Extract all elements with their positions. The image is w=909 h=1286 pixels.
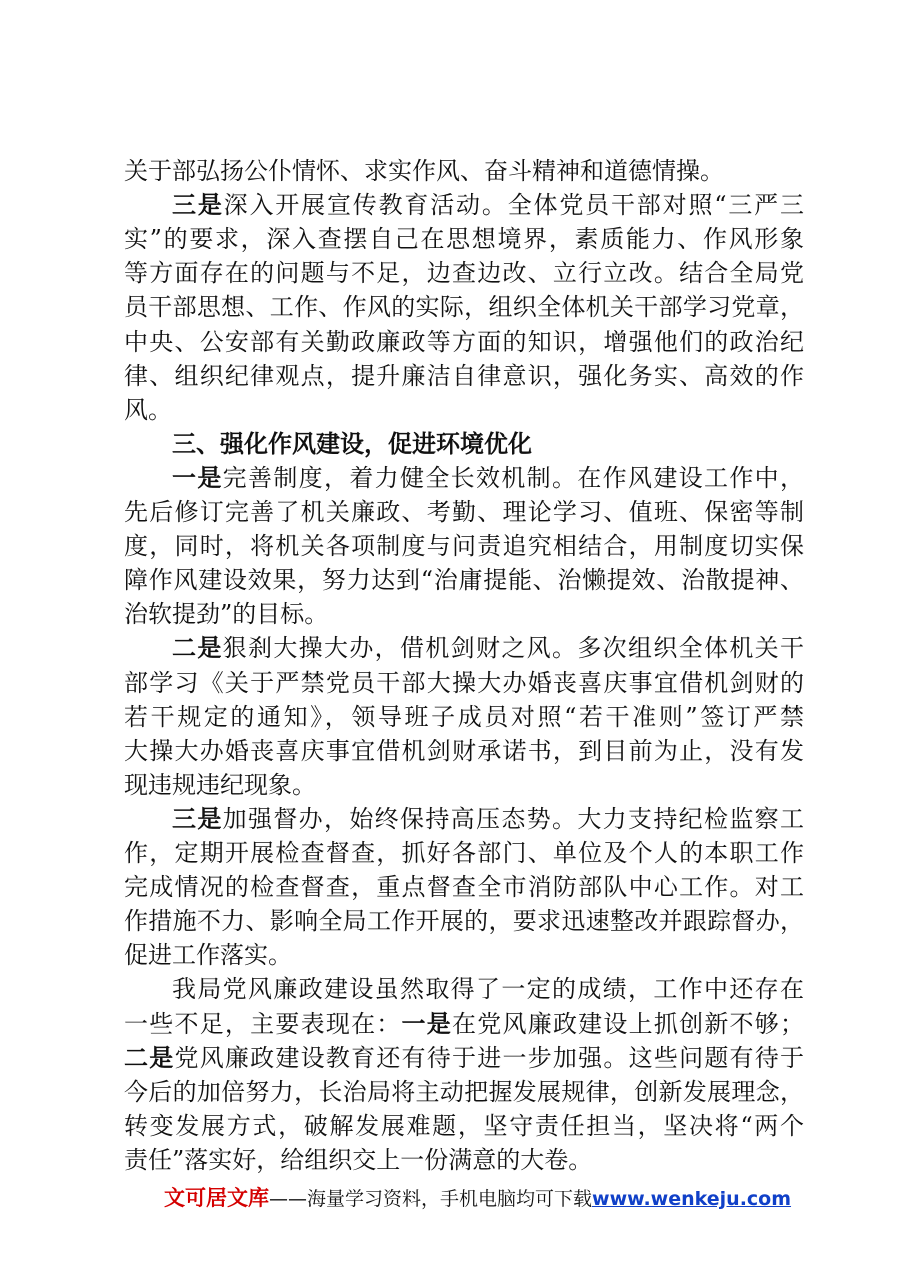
line-text: 关于部弘扬公仆情怀、求实作风、奋斗精神和道德情操。 <box>124 157 724 185</box>
line-text: 完成情况的检查督查，重点督查全市消防部队中心工作。对工 <box>124 873 804 902</box>
text-line <box>124 1075 804 1109</box>
text-line <box>124 938 804 972</box>
line-text: 狠刹大操大办，借机剑财之风。多次组织全体机关干 <box>222 634 805 663</box>
text-line <box>124 1109 804 1143</box>
line-text: 完善制度，着力健全长效机制。在作风建设工作中， <box>222 463 805 492</box>
footer-banner <box>164 1183 792 1213</box>
text-line <box>124 870 804 904</box>
text-line <box>124 529 804 563</box>
text-line <box>172 631 804 665</box>
line-text: 转变发展方式，破解发展难题，坚守责任担当，坚决将“两个 <box>124 1111 804 1140</box>
text-line <box>124 495 804 529</box>
section-heading <box>172 427 804 461</box>
line-text: 作，定期开展检查督查，抓好各部门、单位及个人的本职工作 <box>124 839 804 867</box>
line-text: 先后修订完善了机关廉政、考勤、理论学习、值班、保密等制 <box>124 498 804 526</box>
text-line <box>172 802 804 836</box>
text-line <box>172 972 804 1006</box>
text-line <box>124 1143 804 1177</box>
bold-lead-text: 一是 <box>401 1008 453 1038</box>
text-line <box>172 461 804 495</box>
line-text: 风。 <box>124 395 172 424</box>
text-line <box>124 359 804 393</box>
line-text: 一些不足，主要表现在： <box>124 1009 402 1038</box>
line-text: 中央、公安部有关勤政廉政等方面的知识，增强他们的政治纪 <box>124 327 804 356</box>
line-text: 党风廉政建设教育还有待于进一步加强。这些问题有待于 <box>174 1043 805 1072</box>
line-text: 度，同时，将机关各项制度与问责追究相结合，用制度切实保 <box>124 532 804 561</box>
bold-lead-text: 二是 <box>124 1042 175 1072</box>
text-line <box>124 563 804 597</box>
text-line <box>124 666 804 700</box>
text-line <box>124 325 804 359</box>
text-line <box>124 734 804 768</box>
line-text: 我局党风廉政建设虽然取得了一定的成绩，工作中还存在 <box>172 975 804 1004</box>
text-line <box>124 1007 804 1041</box>
text-line <box>172 188 804 222</box>
line-text: 在党风廉政建设上抓创新不够； <box>452 1009 805 1038</box>
text-line <box>124 1041 804 1075</box>
line-text: 等方面存在的问题与不足，边查边改、立行立改。结合全局党 <box>124 259 804 288</box>
line-text: 治软提劲”的目标。 <box>124 600 329 629</box>
bold-lead-text: 二是 <box>172 633 223 663</box>
footer-brand: 文可居文库 <box>164 1186 269 1210</box>
bold-lead-text: 三是 <box>172 190 224 220</box>
line-text: 今后的加倍努力，长治局将主动把握发展规律，创新发展理念， <box>124 1077 804 1106</box>
line-text: 障作风建设效果，努力达到“治庸提能、治懒提效、治散提神、 <box>124 566 804 595</box>
text-line <box>124 836 804 870</box>
text-line <box>124 222 804 256</box>
line-text: 大操大办婚丧喜庆事宜借机剑财承诺书，到目前为止，没有发 <box>124 736 804 765</box>
text-line <box>124 597 804 631</box>
line-text: 深入开展宣传教育活动。全体党员干部对照“三严三 <box>223 191 804 220</box>
line-text: 若干规定的通知》，领导班子成员对照“若干准则”签订严禁 <box>124 702 804 731</box>
bold-lead-text: 三、强化作风建设，促进环境优化 <box>172 428 532 458</box>
text-line <box>124 290 804 324</box>
line-text: 促进工作落实。 <box>124 941 292 970</box>
line-text: 作措施不力、影响全局工作开展的，要求迅速整改并跟踪督办， <box>124 907 804 936</box>
line-text: 律、组织纪律观点，提升廉洁自律意识，强化务实、高效的作 <box>124 361 804 390</box>
text-line <box>124 256 804 290</box>
line-text: 部学习《关于严禁党员干部大操大办婚丧喜庆事宜借机剑财的 <box>124 668 804 697</box>
line-text: 责任”落实好，给组织交上一份满意的大卷。 <box>124 1145 593 1174</box>
footer-link[interactable]: www.wenkeju.com <box>592 1188 792 1210</box>
text-line <box>124 393 804 427</box>
footer-slogan: ——海量学习资料，手机电脑均可下载 <box>269 1188 593 1210</box>
line-text: 实”的要求，深入查摆自己在思想境界，素质能力、作风形象 <box>124 225 804 254</box>
bold-lead-text: 一是 <box>172 462 223 492</box>
line-text: 加强督办，始终保持高压态势。大力支持纪检监察工 <box>222 804 805 833</box>
text-line <box>124 768 804 802</box>
text-line <box>124 154 804 188</box>
line-text: 员干部思想、工作、作风的实际，组织全体机关干部学习党章， <box>124 293 804 322</box>
text-line <box>124 904 804 938</box>
text-line <box>124 700 804 734</box>
bold-lead-text: 三是 <box>172 803 223 833</box>
line-text: 现违规违纪现象。 <box>124 770 316 799</box>
